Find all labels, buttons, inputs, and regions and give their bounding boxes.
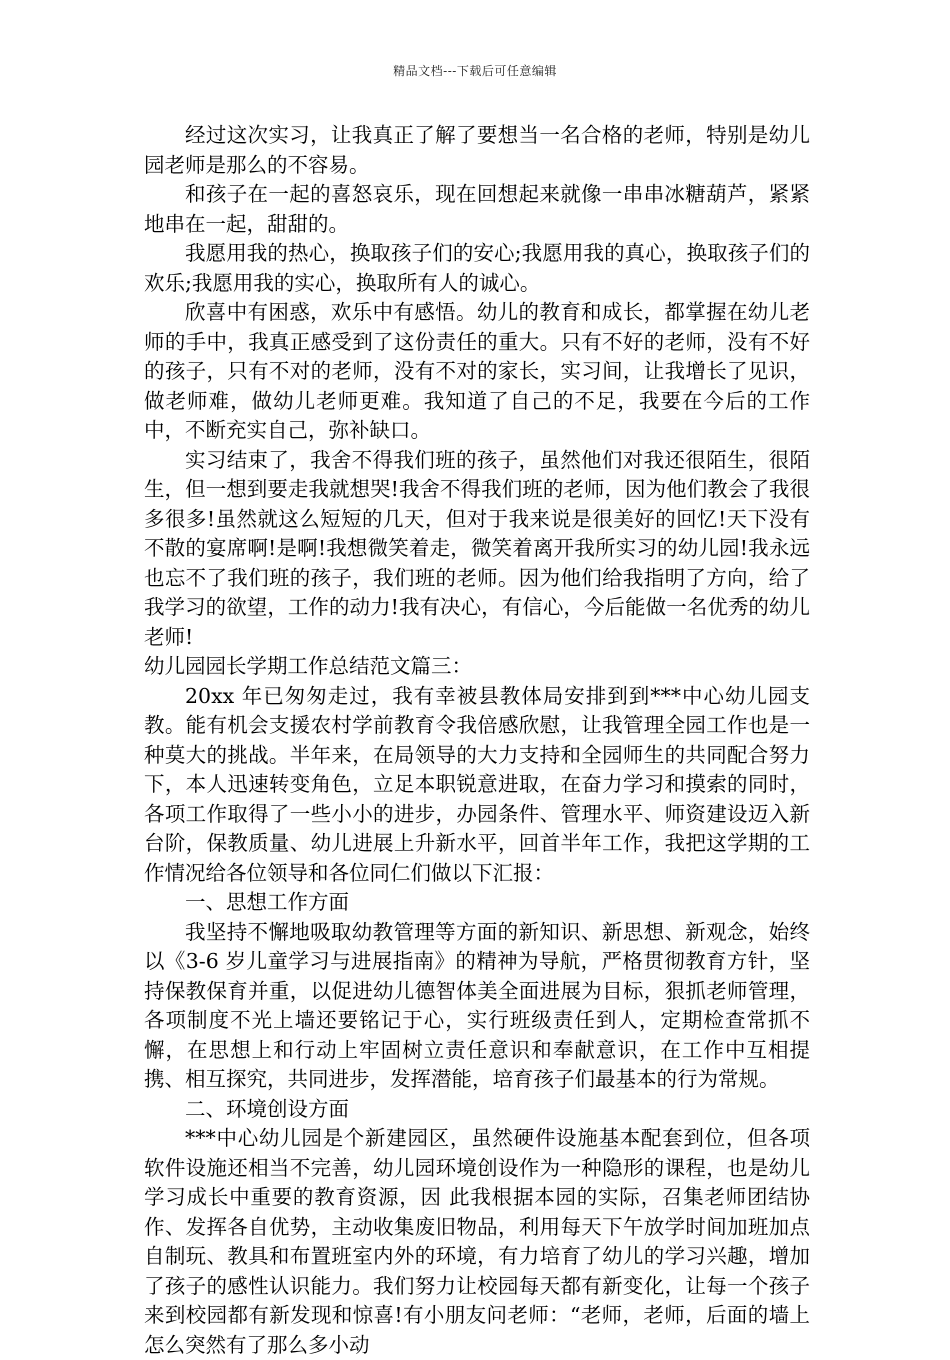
page-header: 精品文档---下载后可任意编辑	[393, 64, 557, 78]
paragraph: 实习结束了，我舍不得我们班的孩子，虽然他们对我还很陌生，很陌生，但一想到要走我就想哭!我舍不得我们班的老师，因为他们教会了我很多很多!虽然就这么短短的几天，但对于我来说是很美好的回忆!天下没有不散的宴席啊!是啊!我想微笑着走，微笑着离开我所实习的幼儿园!我永远也忘不了我们班的孩子，我们班的老师。因为他们给我指明了方向，给了我学习的欲望，工作的动力!我有决心，有信心，今后能做一名优秀的幼儿老师!	[144, 447, 810, 649]
subheading: 一、思想工作方面	[185, 890, 349, 914]
section-heading: 幼儿园园长学期工作总结范文篇三：	[144, 654, 472, 678]
paragraph: 欣喜中有困惑，欢乐中有感悟。幼儿的教育和成长，都掌握在幼儿老师的手中，我真正感受到了这份责任的重大。只有不好的老师，没有不好的孩子，只有不对的老师，没有不对的家长，实习间，让我增长了见识，做老师难，做幼儿老师更难。我知道了自己的不足，我要在今后的工作中，不断充实自己，弥补缺口。	[144, 300, 810, 442]
paragraph: 经过这次实习，让我真正了解了要想当一名合格的老师，特别是幼儿园老师是那么的不容易。	[144, 123, 810, 177]
paragraph: 我愿用我的热心，换取孩子们的安心;我愿用我的真心，换取孩子们的欢乐;我愿用我的实心，换取所有人的诚心。	[144, 241, 810, 295]
paragraph: ***中心幼儿园是个新建园区，虽然硬件设施基本配套到位，但各项软件设施还相当不完善，幼儿园环境创设作为一种隐形的课程，也是幼儿学习成长中重要的教育资源，因 此我根据本园的实际，召集老师团结协作、发挥各自优势，主动收集废旧物品，利用每天下午放学时间加班加点自制玩、教具和布置班室内外的环境，有力培育了幼儿的学习兴趣，增加了孩子的感性认识能力。我们努力让校园每天都有新变化，让每一个孩子来到校园都有新发现和惊喜!有小朋友问老师：“老师，老师，后面的墙上怎么突然有了那么多小动	[144, 1126, 810, 1357]
paragraph: 20xx 年已匆匆走过，我有幸被县教体局安排到到***中心幼儿园支教。能有机会支援农村学前教育令我倍感欣慰，让我管理全园工作也是一种莫大的挑战。半年来，在局领导的大力支持和全园师生的共同配合努力下，本人迅速转变角色，立足本职锐意进取，在奋力学习和摸索的同时，各项工作取得了一些小小的进步，办园条件、管理水平、师资建设迈入新台阶，保教质量、幼儿进展上升新水平，回首半年工作，我把这学期的工作情况给各位领导和各位同仁们做以下汇报：	[144, 683, 810, 885]
subheading: 二、环境创设方面	[185, 1096, 349, 1121]
document-body	[144, 121, 810, 1360]
paragraph: 和孩子在一起的喜怒哀乐，现在回想起来就像一串串冰糖葫芦，紧紧地串在一起，甜甜的。	[144, 182, 810, 236]
paragraph: 我坚持不懈地吸取幼教管理等方面的新知识、新思想、新观念，始终以《3-6 岁儿童学习与进展指南》的精神为导航，严格贯彻教育方针，坚持保教保育并重，以促进幼儿德智体美全面进展为目标，狠抓老师管理，各项制度不光上墙还要铭记于心，实行班级责任到人，定期检查常抓不懈，在思想上和行动上牢固树立责任意识和奉献意识，在工作中互相提携、相互探究，共同进步，发挥潜能，培育孩子们最基本的行为常规。	[144, 919, 810, 1091]
